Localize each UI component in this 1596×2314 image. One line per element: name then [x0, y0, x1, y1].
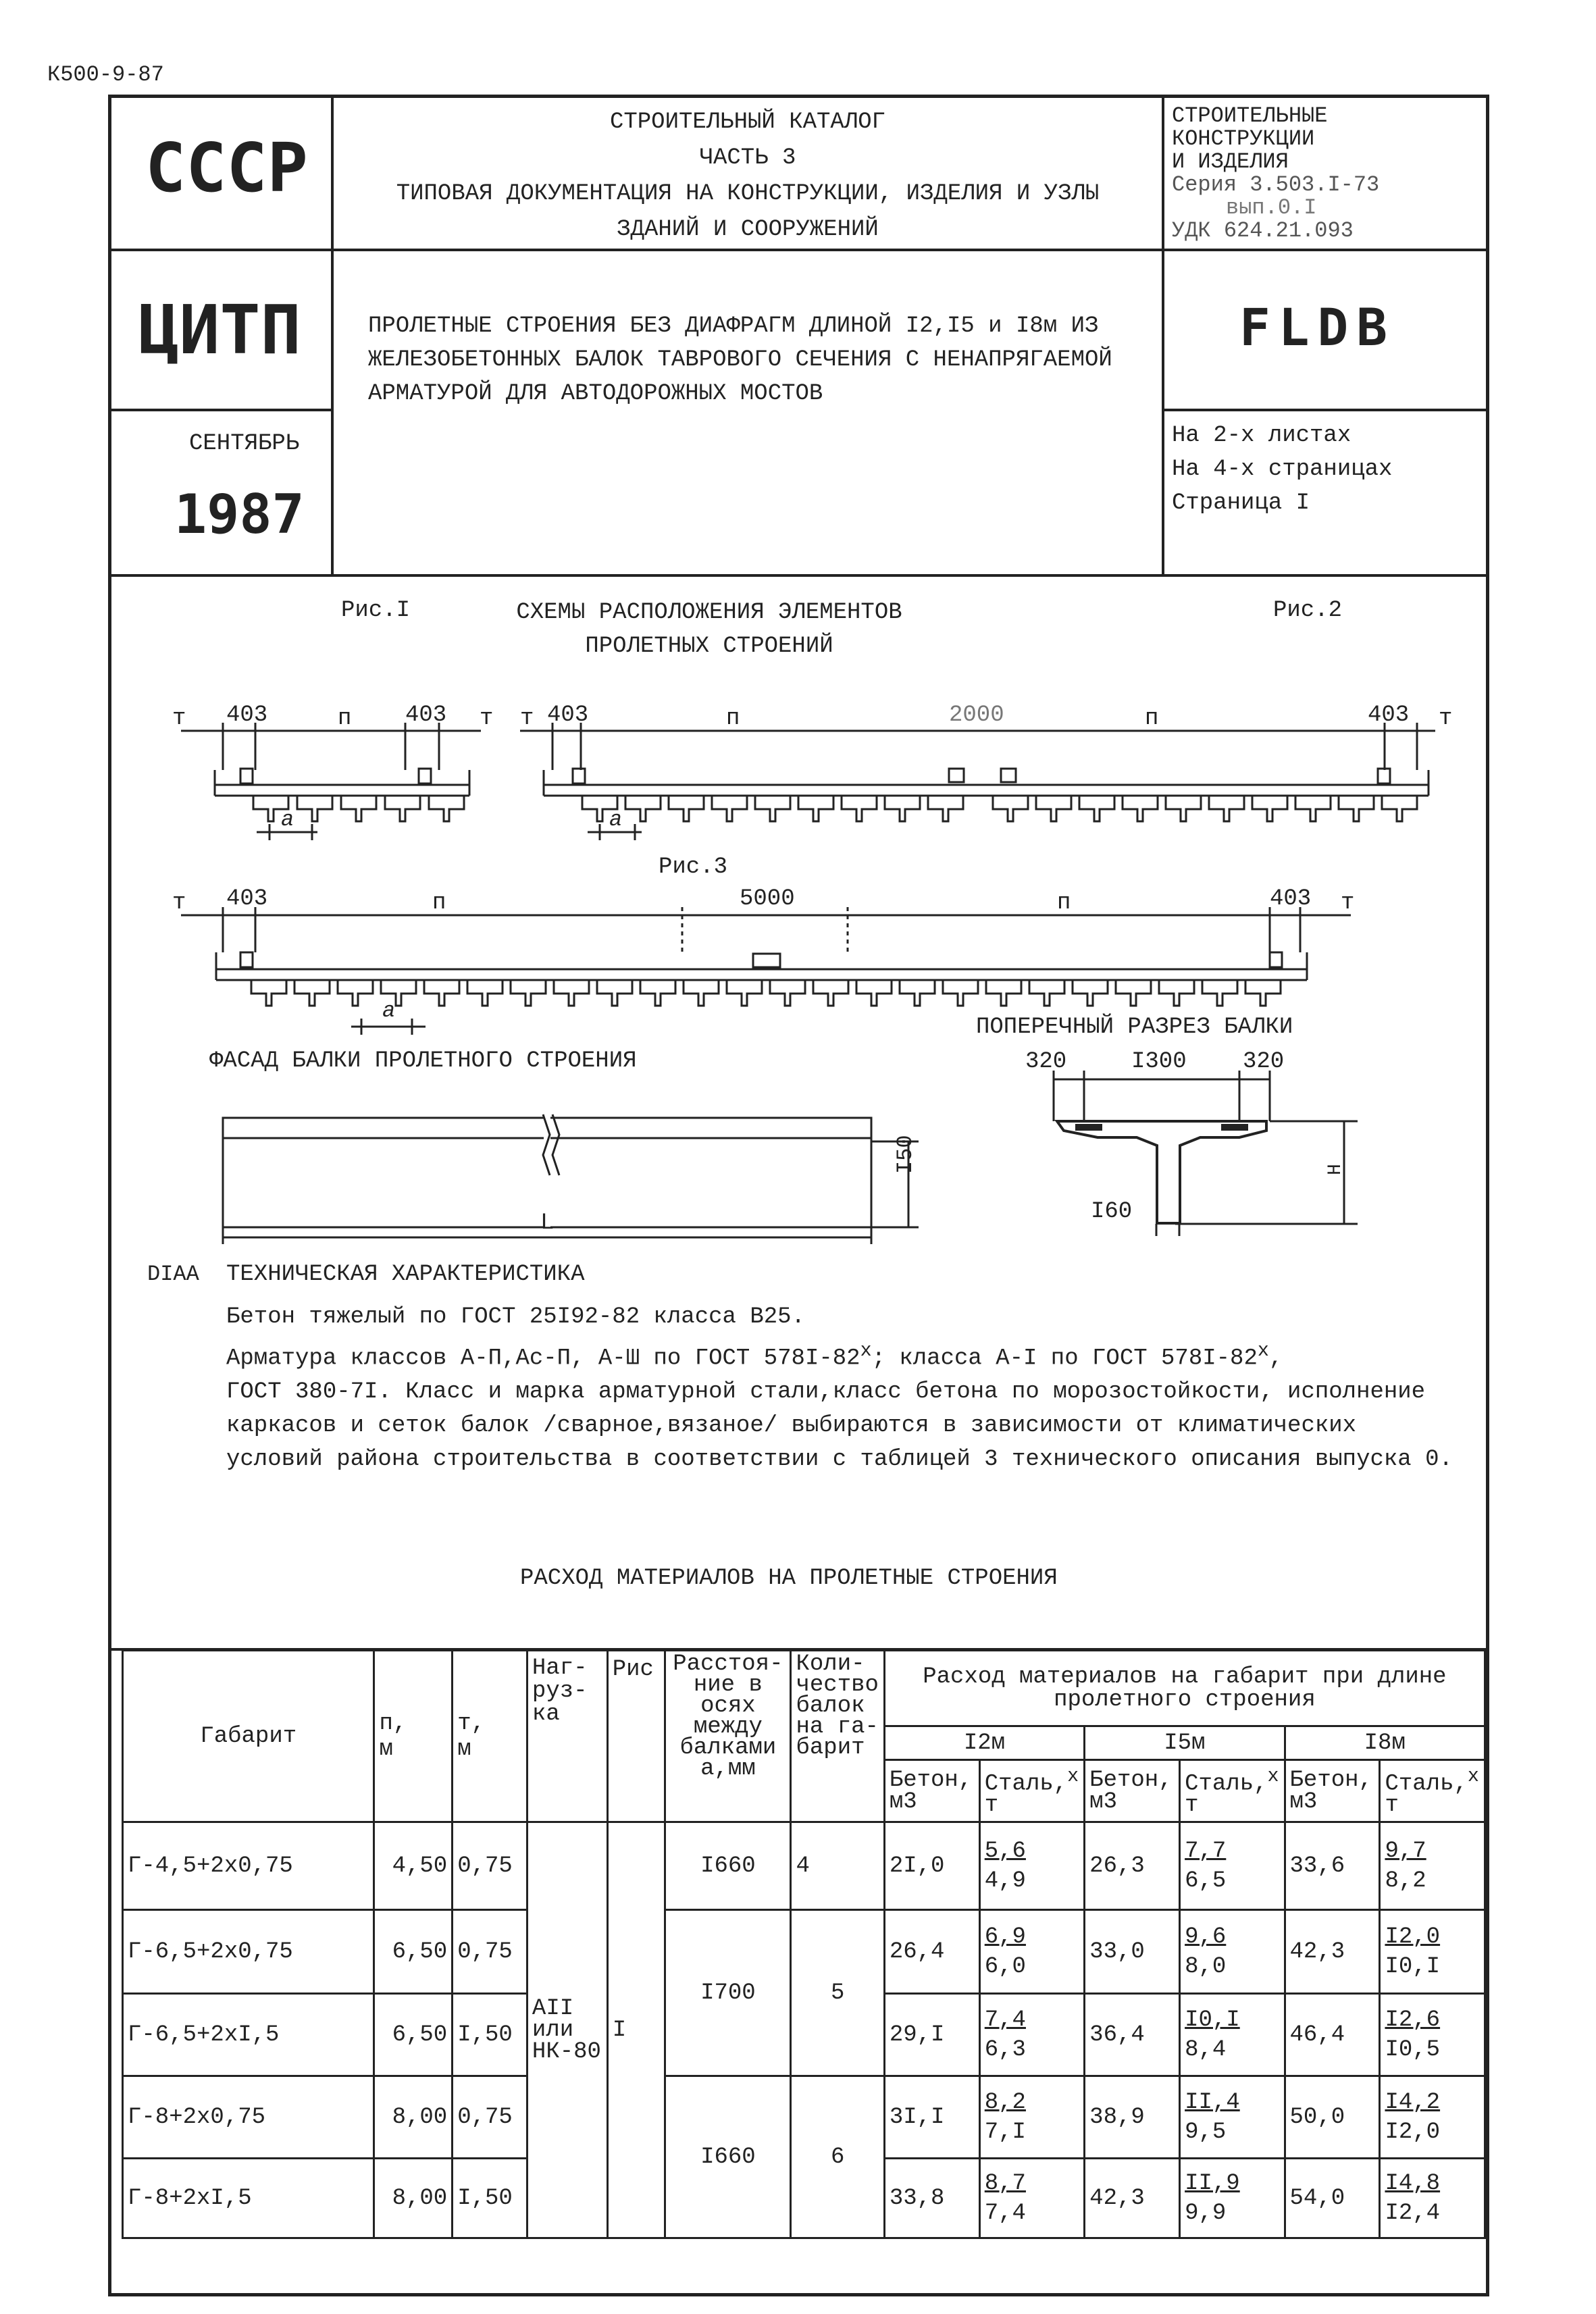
- fig1-a: а: [281, 807, 294, 832]
- class-line2: КОНСТРУКЦИИ: [1172, 126, 1315, 151]
- th-steel-18: Сталь,$^х$ т: [1380, 1760, 1485, 1822]
- org-label: ЦИТП: [138, 290, 301, 369]
- section-320-left: 320: [1025, 1049, 1067, 1075]
- sheets-line2: На 4-х страницах: [1172, 457, 1393, 482]
- table-row: [123, 2076, 1485, 2159]
- cell-concrete-18: 50,0: [1285, 2076, 1380, 2159]
- cell-concrete-15: 33,0: [1085, 1910, 1180, 1994]
- fig2-403-left: 403: [547, 702, 589, 728]
- th-span-15: I5м: [1085, 1726, 1285, 1760]
- cell-steel-12: 8,2 7,I: [979, 2076, 1084, 2159]
- cell-steel-12: 8,7 7,4: [979, 2159, 1084, 2238]
- th-consumption: Расход материалов на габарит при длине пролетного строения: [884, 1651, 1485, 1726]
- class-udk: УДК 624.21.093: [1172, 218, 1354, 243]
- doc-code-fldb: FLDB: [1239, 297, 1396, 357]
- th-count: Коли- чество балок на га- барит: [791, 1651, 884, 1822]
- fig2-p-left: п: [726, 706, 740, 731]
- th-gabarit: Габарит: [123, 1651, 374, 1822]
- fig3-caption: Рис.3: [659, 854, 728, 880]
- cell-concrete-12: 2I,0: [884, 1822, 979, 1910]
- cell-steel-15: 9,6 8,0: [1180, 1910, 1285, 1994]
- fig2-a: а: [609, 807, 623, 832]
- catalog-line3: ТИПОВАЯ ДОКУМЕНТАЦИЯ НА КОНСТРУКЦИИ, ИЗДЕЛИЯ И УЗЛЫ: [396, 181, 1100, 207]
- cell-count: 5: [791, 1910, 884, 2076]
- cell-concrete-12: 33,8: [884, 2159, 979, 2238]
- fig1-caption: Рис.I: [341, 598, 411, 623]
- cell-gabarit: Г-4,5+2х0,75: [123, 1822, 374, 1910]
- cell-gabarit: Г-8+2хI,5: [123, 2159, 374, 2238]
- schemes-line1: СХЕМЫ РАСПОЛОЖЕНИЯ ЭЛЕМЕНТОВ: [516, 600, 902, 625]
- sheets-line3: Страница I: [1172, 490, 1310, 516]
- tech-line1: Бетон тяжелый по ГОСТ 25I92-82 класса В25.: [226, 1304, 805, 1330]
- table-title: РАСХОД МАТЕРИАЛОВ НА ПРОЛЕТНЫЕ СТРОЕНИЯ: [520, 1566, 1058, 1591]
- fig2-2000: 2000: [949, 702, 1004, 728]
- fig3-t-left: т: [172, 890, 186, 916]
- cell-concrete-18: 33,6: [1285, 1822, 1380, 1910]
- cell-steel-12: 5,6 4,9: [979, 1822, 1084, 1910]
- fig1-403-right: 403: [405, 702, 447, 728]
- title-line2: ЖЕЛЕЗОБЕТОННЫХ БАЛОК ТАВРОВОГО СЕЧЕНИЯ С НЕНАПРЯГАЕМОЙ: [368, 347, 1112, 373]
- fig3-403-left: 403: [226, 886, 268, 912]
- fig3-t-right: т: [1341, 890, 1355, 916]
- sheets-line1: На 2-х листах: [1172, 423, 1352, 448]
- fig3-5000: 5000: [740, 886, 795, 912]
- fig3-p-right: п: [1057, 890, 1071, 916]
- tech-text: [226, 1300, 1453, 1476]
- fig3-p-left: п: [432, 890, 446, 916]
- tech-code: DIAA: [147, 1262, 199, 1287]
- cell-concrete-15: 38,9: [1085, 2076, 1180, 2159]
- date-month: СЕНТЯБРЬ: [189, 431, 300, 457]
- cell-fig: I: [607, 1822, 665, 2238]
- cell-steel-18: I2,0 I0,I: [1380, 1910, 1485, 1994]
- tech-heading: ТЕХНИЧЕСКАЯ ХАРАКТЕРИСТИКА: [226, 1262, 585, 1287]
- fig3-403-right: 403: [1270, 886, 1312, 912]
- th-p: п, м: [374, 1651, 453, 1822]
- cell-load: АII или НК-80: [527, 1822, 607, 2238]
- cell-concrete-15: 36,4: [1085, 1994, 1180, 2076]
- cell-steel-15: I0,I 8,4: [1180, 1994, 1285, 2076]
- fig2-t-left: т: [520, 706, 534, 731]
- table-row: [123, 1910, 1485, 1994]
- cell-steel-12: 6,9 6,0: [979, 1910, 1084, 1994]
- cell-distance: I700: [665, 1910, 791, 2076]
- fig1-t-left: т: [172, 706, 186, 731]
- fig2-p-right: п: [1145, 706, 1159, 731]
- cell-concrete-12: 26,4: [884, 1910, 979, 1994]
- cell-count: 4: [791, 1822, 884, 1910]
- th-distance: Расстоя- ние в осях между балками а,мм: [665, 1651, 791, 1822]
- title-line3: АРМАТУРОЙ ДЛЯ АВТОДОРОЖНЫХ МОСТОВ: [368, 381, 823, 407]
- cell-t: 0,75: [453, 2076, 527, 2159]
- class-line1: СТРОИТЕЛЬНЫЕ: [1172, 103, 1328, 128]
- section-320-right: 320: [1243, 1049, 1285, 1075]
- facade-height-150: I50: [893, 1135, 918, 1174]
- table-row: [123, 1822, 1485, 1910]
- cell-steel-12: 7,4 6,3: [979, 1994, 1084, 2076]
- cell-steel-18: I2,6 I0,5: [1380, 1994, 1485, 2076]
- th-t: т, м: [453, 1651, 527, 1822]
- fig1-t-right: т: [480, 706, 494, 731]
- cell-t: 0,75: [453, 1822, 527, 1910]
- section-H: Н: [1325, 1164, 1346, 1175]
- cell-steel-18: I4,2 I2,0: [1380, 2076, 1485, 2159]
- th-concrete-12: Бетон, м3: [884, 1760, 979, 1822]
- th-steel-15: Сталь,$^х$ т: [1180, 1760, 1285, 1822]
- country-label: СССР: [145, 128, 308, 207]
- fig1-p: п: [338, 706, 352, 731]
- facade-L: L: [540, 1210, 555, 1236]
- cell-t: I,50: [453, 2159, 527, 2238]
- cell-p: 6,50: [374, 1910, 453, 1994]
- title-line1: ПРОЛЕТНЫЕ СТРОЕНИЯ БЕЗ ДИАФРАГМ ДЛИНОЙ I2,I5 и I8м ИЗ: [368, 313, 1099, 339]
- th-concrete-18: Бетон, м3: [1285, 1760, 1380, 1822]
- cell-p: 6,50: [374, 1994, 453, 2076]
- section-1300: I300: [1131, 1049, 1187, 1075]
- cell-p: 8,00: [374, 2159, 453, 2238]
- cell-gabarit: Г-6,5+2х0,75: [123, 1910, 374, 1994]
- cell-steel-18: 9,7 8,2: [1380, 1822, 1485, 1910]
- cell-steel-15: II,4 9,5: [1180, 2076, 1285, 2159]
- cell-p: 8,00: [374, 2076, 453, 2159]
- cell-gabarit: Г-8+2х0,75: [123, 2076, 374, 2159]
- cell-concrete-15: 42,3: [1085, 2159, 1180, 2238]
- section-160: I60: [1091, 1199, 1133, 1225]
- fig2-caption: Рис.2: [1273, 598, 1343, 623]
- catalog-line4: ЗДАНИЙ И СООРУЖЕНИЙ: [617, 217, 879, 242]
- materials-table: [122, 1649, 1486, 2239]
- th-span-12: I2м: [884, 1726, 1084, 1760]
- cell-gabarit: Г-6,5+2хI,5: [123, 1994, 374, 2076]
- facade-title: ФАСАД БАЛКИ ПРОЛЕТНОГО СТРОЕНИЯ: [209, 1048, 637, 1074]
- tech-line3: ГОСТ 380-7I. Класс и марка арматурной стали,класс бетона по морозостойкости, исполнение: [226, 1379, 1426, 1406]
- th-steel-12: Сталь,$^х$ т: [979, 1760, 1084, 1822]
- cell-t: I,50: [453, 1994, 527, 2076]
- cell-steel-18: I4,8 I2,4: [1380, 2159, 1485, 2238]
- cell-distance: I660: [665, 1822, 791, 1910]
- th-load: Наг- руз- ка: [527, 1651, 607, 1822]
- fig2-403-right: 403: [1368, 702, 1410, 728]
- fig3-a: а: [382, 998, 396, 1023]
- cell-concrete-12: 3I,I: [884, 2076, 979, 2159]
- class-series: Серия 3.503.I-73: [1172, 172, 1380, 197]
- section-title: ПОПЕРЕЧНЫЙ РАЗРЕЗ БАЛКИ: [976, 1014, 1293, 1040]
- cell-t: 0,75: [453, 1910, 527, 1994]
- cell-concrete-12: 29,I: [884, 1994, 979, 2076]
- doc-code: К500-9-87: [47, 62, 164, 87]
- th-concrete-15: Бетон, м3: [1085, 1760, 1180, 1822]
- catalog-line2: ЧАСТЬ 3: [699, 145, 796, 171]
- class-line3: И ИЗДЕЛИЯ: [1172, 149, 1289, 174]
- class-issue: вып.0.I: [1226, 195, 1317, 220]
- fig1-403-left: 403: [226, 702, 268, 728]
- cell-concrete-18: 46,4: [1285, 1994, 1380, 2076]
- cell-steel-15: II,9 9,9: [1180, 2159, 1285, 2238]
- date-year: 1987: [174, 483, 305, 546]
- cell-concrete-18: 42,3: [1285, 1910, 1380, 1994]
- cell-p: 4,50: [374, 1822, 453, 1910]
- cell-concrete-15: 26,3: [1085, 1822, 1180, 1910]
- th-fig: Рис: [607, 1651, 665, 1822]
- cell-steel-15: 7,7 6,5: [1180, 1822, 1285, 1910]
- schemes-line2: ПРОЛЕТНЫХ СТРОЕНИЙ: [585, 634, 833, 659]
- tech-line2: Арматура классов А-П,Ас-П, А-Ш по ГОСТ $578I-82^х$; класса А-I по ГОСТ $578I-82^х$,: [226, 1339, 1283, 1372]
- cell-distance: I660: [665, 2076, 791, 2238]
- fig2-t-right: т: [1439, 706, 1453, 731]
- cell-count: 6: [791, 2076, 884, 2238]
- th-span-18: I8м: [1285, 1726, 1485, 1760]
- cell-concrete-18: 54,0: [1285, 2159, 1380, 2238]
- tech-line4: каркасов и сеток балок /сварное,вязаное/ выбираются в зависимости от климатических: [226, 1413, 1357, 1439]
- tech-line5: условий района строительства в соответствии с таблицей 3 технического описания выпуска 0.: [226, 1447, 1453, 1473]
- catalog-line1: СТРОИТЕЛЬНЫЙ КАТАЛОГ: [609, 109, 886, 135]
